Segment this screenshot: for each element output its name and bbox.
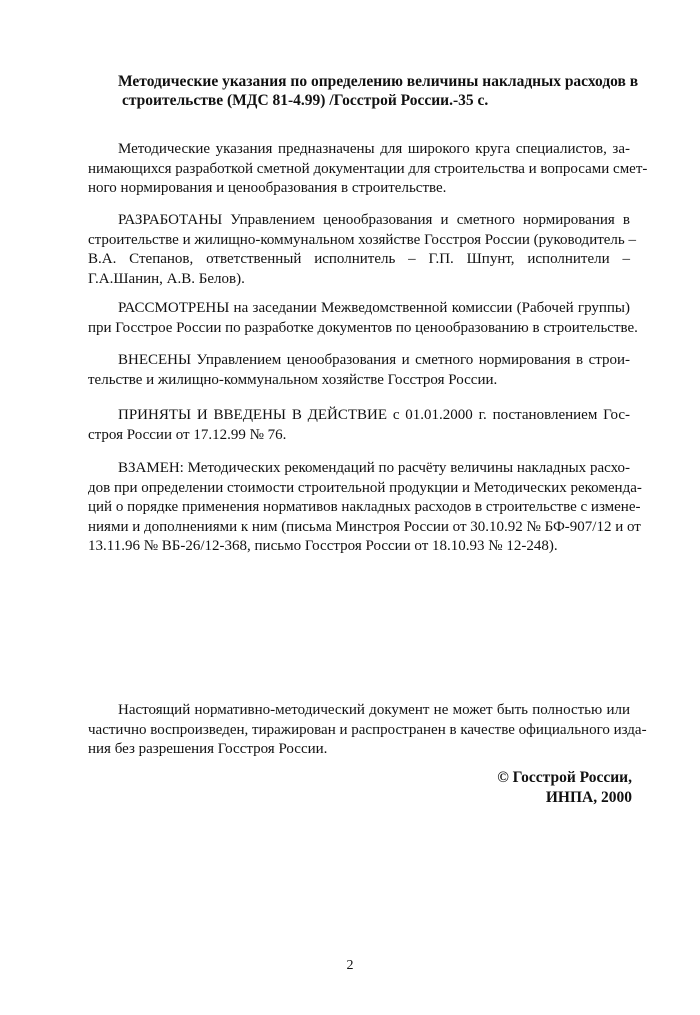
copyright-line-1: © Госстрой России, — [497, 769, 632, 786]
replaces-line-1: ВЗАМЕН: Методических рекомендаций по расчёту величины накладных расхо- — [118, 460, 630, 476]
title-line-2: строительстве (МДС 81-4.99) /Госстрой России.-35 с. — [122, 92, 489, 109]
paragraph-submitted — [88, 351, 630, 390]
paragraph-adopted — [88, 406, 630, 445]
submitted-line-2: тельстве и жилищно-коммунальном хозяйстве Госстроя России. — [88, 371, 498, 388]
paragraph-replaces — [88, 459, 642, 557]
developed-line-1: РАЗРАБОТАНЫ Управлением ценообразования и сметного нормирования в — [118, 212, 630, 228]
document-title — [118, 72, 638, 110]
developed-line-2: строительстве и жилищно-коммунальном хозяйстве Госстроя России (руководитель – — [88, 231, 637, 248]
reviewed-line-2: при Госстрое России по разработке документов по ценообразованию в строительстве. — [88, 319, 638, 336]
paragraph-purpose — [88, 140, 648, 199]
notice-line-2: частично воспроизведен, тиражирован и распространен в качестве официального изда- — [88, 721, 647, 738]
submitted-line-1: ВНЕСЕНЫ Управлением ценообразования и сметного нормирования в строи- — [118, 352, 630, 368]
replaces-line-3: ций о порядке применения нормативов накладных расходов в строительстве с измене- — [88, 499, 641, 515]
paragraph-developed — [88, 211, 637, 289]
adopted-line-2: строя России от 17.12.99 № 76. — [88, 426, 287, 443]
developed-line-3: В.А. Степанов, ответственный исполнитель – Г.П. Шпунт, исполнители – — [88, 251, 630, 267]
replaces-line-2: дов при определении стоимости строительной продукции и Методических рекоменда- — [88, 479, 642, 496]
developed-line-4: Г.А.Шанин, А.В. Белов). — [88, 270, 245, 287]
title-line-1: Методические указания по определению величины накладных расходов в — [118, 73, 639, 90]
replaces-line-5: 13.11.96 № ВБ-26/12-368, письмо Госстроя России от 18.10.93 № 12-248). — [88, 538, 558, 554]
paragraph-notice — [88, 701, 647, 760]
reviewed-line-1: РАССМОТРЕНЫ на заседании Межведомственной комиссии (Рабочей группы) — [118, 300, 630, 316]
purpose-line-2: нимающихся разработкой сметной документации для строительства и вопросами смет- — [88, 160, 648, 177]
copyright-notice — [497, 768, 632, 808]
notice-line-3: ния без разрешения Госстроя России. — [88, 741, 328, 757]
paragraph-reviewed — [88, 299, 638, 338]
copyright-line-2: ИНПА, 2000 — [545, 789, 632, 806]
purpose-line-3: ного нормирования и ценообразования в строительстве. — [88, 180, 447, 196]
adopted-line-1: ПРИНЯТЫ И ВВЕДЕНЫ В ДЕЙСТВИЕ с 01.01.2000 г. постановлением Гос- — [118, 407, 630, 423]
notice-line-1: Настоящий нормативно-методический документ не может быть полностью или — [118, 702, 630, 718]
replaces-line-4: ниями и дополнениями к ним (письма Минстроя России от 30.10.92 № БФ-907/12 и от — [88, 518, 641, 535]
page-number: 2 — [346, 958, 354, 973]
purpose-line-1: Методические указания предназначены для широкого круга специалистов, за- — [118, 141, 630, 157]
